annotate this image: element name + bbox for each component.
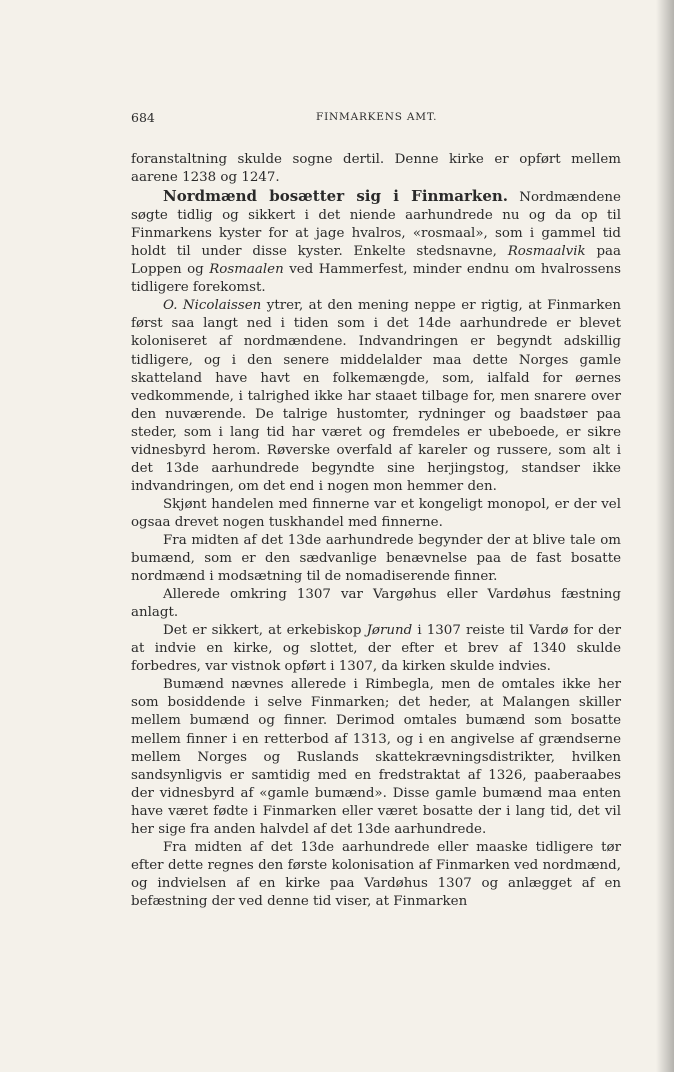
page-edge-shadow — [656, 0, 674, 1072]
paragraph-text: i 1307 reiste til Vardø for der at indvie en kirke, og slottet, der efter et brev af 1340 skulde forbedres, var vistnok opført i 1307, da kirken skulde indvies. — [131, 623, 621, 675]
section-heading: Nordmænd bosætter sig i Finmarken. — [163, 187, 508, 206]
running-title: FINMARKENS AMT. — [316, 111, 438, 123]
author-name: O. Nicolaissen — [163, 298, 262, 314]
paragraph-continuation: foranstaltning skulde sogne dertil. Denne kirke er opført mellem aarene 1238 og 1247. — [131, 152, 621, 186]
paragraph: Fra midten af det 13de aarhundrede begynder der at blive tale om bumænd, som er den sædvanlige benævnelse paa de fast bosatte nordmænd i modsætning til de nomadiserende finner. — [131, 532, 621, 585]
paragraph-text: ved Hammerfest, minder endnu om hvalrossens tidligere forekomst. — [131, 262, 622, 296]
person-name: Jørund — [366, 623, 413, 639]
paragraph — [131, 622, 621, 676]
paragraph-text: paa Loppen og — [131, 244, 621, 278]
paragraph: Fra midten af det 13de aarhundrede eller maaske tidligere tør efter dette regnes den første kolonisation af Finmarken ved nordmænd, og indvielsen af en kirke paa Vardøhus 1307 og anlægget af en befæstning der ved denne tid viser, at Finmarken — [131, 839, 621, 909]
place-name: Rosmaalvik — [507, 244, 586, 260]
place-name: Rosmaalen — [209, 262, 284, 278]
paragraph-text: Nordmændene søgte tidlig og sikkert i det niende aarhundrede nu og da op til Finmarkens kyster for at jage hvalros, «rosmaal», som i gammel tid holdt til under disse kyster. Enkelte stedsnavne, — [131, 190, 621, 260]
body-text — [131, 151, 621, 911]
paragraph-section-start — [131, 187, 621, 297]
paragraph: Bumænd nævnes allerede i Rimbegla, men de omtales ikke her som bosiddende i selve Finmarken; det heder, at Malangen skiller mellem bumænd og finner. Derimod omtales bumænd som bosatte mellem finner i en retterbod af 1313, og i en angivelse af grændserne mellem Norges og Ruslands skattekrævningsdistrikter, hvilken sandsynligvis er samtidig med en fredstraktat af 1326, paaberaabes der vidnesbyrd af «gamle bumænd». Disse gamle bumænd maa enten have været fødte i Finmarken eller været bosatte der i lang tid, det vil her sige fra anden halvdel af det 13de aarhundrede. — [131, 677, 621, 837]
page-header — [131, 110, 621, 132]
paragraph-text: ytrer, at den mening neppe er rigtig, at Finmarken først saa langt ned i tiden som i det 14de aarhundrede er blevet koloniseret af nordmændene. Indvandringen er begyndt adskillig tidligere, og i den senere middelalder maa dette Norges gamle skatteland have havt en folkemængde, som, ialfald for øernes vedkommende, i talrighed ikke har staaet tilbage for, men snarere over den nuværende. De talrige hustomter, rydninger og baadstøer paa steder, som i lang tid har været og fremdeles er ubeboede, er sikre vidnesbyrd herom. Røverske overfald af kareler og russere, som alt i det 13de aarhundrede begyndte sine herjingstog, standser ikke indvandringen, om det end i nogen mon hemmer den. — [131, 298, 622, 494]
paragraph: Skjønt handelen med finnerne var et kongeligt monopol, er der vel ogsaa drevet nogen tuskhandel med finnerne. — [131, 496, 621, 530]
page-number: 684 — [131, 110, 155, 125]
book-page — [131, 110, 621, 911]
paragraph — [131, 297, 621, 496]
paragraph: Allerede omkring 1307 var Vargøhus eller Vardøhus fæstning anlagt. — [131, 587, 621, 621]
paragraph-text: Det er sikkert, at erkebiskop — [163, 623, 362, 639]
